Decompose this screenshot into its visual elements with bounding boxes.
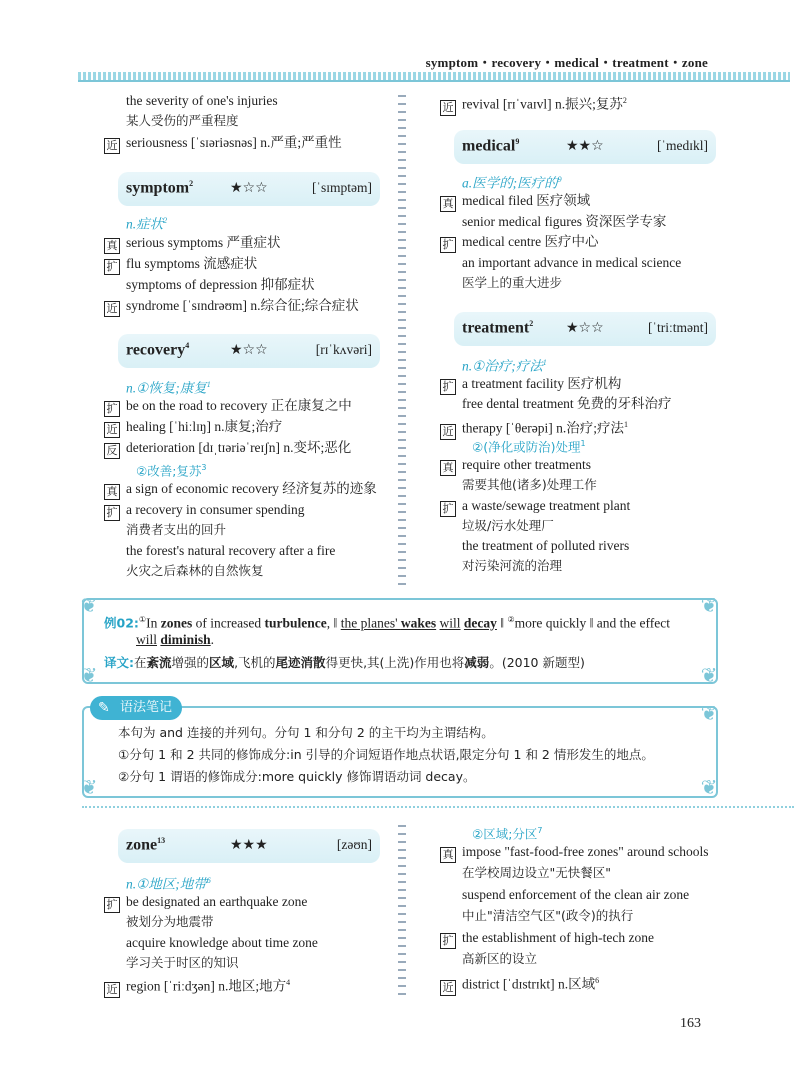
note-line: ②分句 1 谓语的修饰成分:more quickly 修饰谓语动词 decay。 <box>118 769 476 784</box>
entry-line: 近 district [ˈdɪstrɪkt] n.区域$^6$ <box>440 972 599 996</box>
tag-near-icon: 近 <box>440 100 456 116</box>
column-divider-top <box>398 92 406 590</box>
left-intro-line-1: the severity of one's injuries <box>126 93 278 108</box>
entry-line: symptoms of depression 抑郁症状 <box>126 277 315 292</box>
tag-true-icon: 真 <box>440 196 456 212</box>
word-box-zone <box>118 829 380 863</box>
sense-label: ②(净化或防治)处理$^1$ <box>472 439 586 455</box>
star-rating: ★★☆ <box>566 138 604 154</box>
entry-line: 真 impose "fast-food-free zones" around schools <box>440 843 708 863</box>
tag-expand-icon: 扩 <box>104 897 120 913</box>
tag-expand-icon: 扩 <box>440 501 456 517</box>
entry-line: 真 serious symptoms 严重症状 <box>104 234 281 254</box>
entry-line: 被划分为地震带 <box>126 914 214 929</box>
entry-line: suspend enforcement of the clean air zone <box>462 887 690 902</box>
entry-line: 扩 be designated an earthquake zone <box>104 893 307 913</box>
tag-near-icon: 近 <box>104 138 120 154</box>
tag-near-icon: 近 <box>104 301 120 317</box>
tag-true-icon: 真 <box>104 484 120 500</box>
entry-line: an important advance in medical science <box>462 255 682 270</box>
headword: symptom$^2$ <box>126 179 194 197</box>
example-sentence-cont: will diminish. <box>136 632 215 647</box>
sense-label: a.医学的;医疗的$^9$ <box>462 175 562 191</box>
entry-line: 高新区的设立 <box>462 951 538 966</box>
headword: recovery$^4$ <box>126 341 190 359</box>
tag-near-icon: 近 <box>104 982 120 998</box>
tag-near-icon: 近 <box>440 424 456 440</box>
entry-line: 近 therapy [ˈθerəpi] n.治疗;疗法$^1$ <box>440 416 628 440</box>
corner-ornament-icon: ❦ <box>80 663 98 687</box>
star-rating: ★★★ <box>230 837 268 853</box>
corner-ornament-icon: ❦ <box>700 663 718 687</box>
note-line: ①分句 1 和 2 共同的修饰成分:in 引导的介词短语作地点状语,限定分句 1 和 2 情形发生的地点。 <box>118 747 654 762</box>
phonetic: [rɪˈkʌvəri] <box>315 342 372 357</box>
tag-near-icon: 近 <box>104 422 120 438</box>
entry-line: 近 healing [ˈhiːlɪŋ] n.康复;治疗 <box>104 418 282 438</box>
entry-line: 火灾之后森林的自然恢复 <box>126 563 264 578</box>
tag-expand-icon: 扩 <box>104 259 120 275</box>
word-box-treatment <box>454 312 716 346</box>
entry-line: 扩 be on the road to recovery 正在康复之中 <box>104 397 352 417</box>
entry-line: the treatment of polluted rivers <box>462 538 630 553</box>
sense-label: n.①恢复;康复$^1$ <box>126 380 211 396</box>
star-rating: ★☆☆ <box>230 342 268 358</box>
entry-line: 反 deterioration [dɪˌtɪəriəˈreɪʃn] n.变坏;恶化 <box>104 439 351 459</box>
running-header: symptom・recovery・medical・treatment・zone <box>425 55 708 70</box>
entry-line: 扩 the establishment of high-tech zone <box>440 929 654 949</box>
tag-true-icon: 真 <box>440 460 456 476</box>
entry-line: 近 revival [rɪˈvaɪvl] n.振兴;复苏$^2$ <box>440 92 627 116</box>
entry-line: 扩 a waste/sewage treatment plant <box>440 497 630 517</box>
tag-true-icon: 真 <box>440 847 456 863</box>
entry-line: 扩 medical centre 医疗中心 <box>440 233 598 253</box>
entry-line: the forest's natural recovery after a fire <box>126 543 336 558</box>
phonetic: [ˈsɪmptəm] <box>312 180 372 195</box>
entry-line: 近 region [ˈriːdʒən] n.地区;地方$^4$ <box>104 974 290 998</box>
sense-label: n.①治疗;疗法$^1$ <box>462 358 547 374</box>
phonetic: [ˈmedɪkl] <box>657 138 708 153</box>
page-number: 163 <box>680 1016 701 1031</box>
entry-line: 扩 a recovery in consumer spending <box>104 501 304 521</box>
star-rating: ★☆☆ <box>566 320 604 336</box>
pen-icon: ✎ <box>98 700 110 716</box>
entry-line: 真 a sign of economic recovery 经济复苏的迹象 <box>104 480 377 500</box>
entry-line: free dental treatment 免费的牙科治疗 <box>462 396 672 411</box>
tag-near-icon: 近 <box>440 980 456 996</box>
entry-line: 医学上的重大进步 <box>462 275 563 290</box>
word-box-recovery <box>118 334 380 368</box>
column-divider-bottom <box>398 822 406 1000</box>
headword: medical$^9$ <box>462 137 520 155</box>
entry-line: 对污染河流的治理 <box>462 558 563 573</box>
headword: treatment$^2$ <box>462 319 534 337</box>
sense-label: ②改善;复苏$^3$ <box>136 463 207 479</box>
entry-line: senior medical figures 资深医学专家 <box>462 214 667 229</box>
tag-expand-icon: 扩 <box>104 401 120 417</box>
grammar-note-badge: ✎ 语法笔记 <box>90 696 182 720</box>
tag-true-icon: 真 <box>104 238 120 254</box>
header-rule <box>78 72 790 82</box>
entry-line: 扩 a treatment facility 医疗机构 <box>440 375 621 395</box>
corner-ornament-icon: ❦ <box>80 775 98 799</box>
note-line: 本句为 and 连接的并列句。分句 1 和分句 2 的主干均为主谓结构。 <box>118 725 494 740</box>
entry-line: acquire knowledge about time zone <box>126 935 318 950</box>
entry-line: 在学校周边设立"无快餐区" <box>462 865 611 880</box>
entry-line: 学习关于时区的知识 <box>126 955 239 970</box>
word-box-medical <box>454 130 716 164</box>
entry-line: 真 medical filed 医疗领域 <box>440 192 590 212</box>
corner-ornament-icon: ❦ <box>700 701 718 725</box>
entry-line: 扩 flu symptoms 流感症状 <box>104 255 257 275</box>
headword: zone$^{13}$ <box>126 836 166 854</box>
entry-line: 真 require other treatments <box>440 456 591 476</box>
entry-line: 需要其他(诸多)处理工作 <box>462 477 597 492</box>
tag-expand-icon: 扩 <box>440 379 456 395</box>
entry-line: 垃圾/污水处理厂 <box>462 518 554 533</box>
entry-line: 中止"清洁空气区"(政令)的执行 <box>462 908 634 923</box>
left-intro-line-2: 某人受伤的严重程度 <box>126 113 239 128</box>
word-box-symptom <box>118 172 380 206</box>
corner-ornament-icon: ❦ <box>700 593 718 617</box>
example-sentence: 例02:①In zones of increased turbulence, ‖ the planes' wakes will decay ‖ ②more quickly ‖ and the effect <box>104 615 670 631</box>
phonetic: [zəʊn] <box>336 837 372 852</box>
corner-ornament-icon: ❦ <box>80 593 98 617</box>
corner-ornament-icon: ❦ <box>700 775 718 799</box>
section-separator <box>82 806 794 808</box>
left-intro-line-3: 近 seriousness [ˈsɪəriəsnəs] n.严重;严重性 <box>104 134 342 154</box>
tag-expand-icon: 扩 <box>104 505 120 521</box>
sense-label: n.症状$^2$ <box>126 216 168 232</box>
phonetic: [ˈtriːtmənt] <box>648 320 708 335</box>
sense-label: n.①地区;地带$^6$ <box>126 876 211 892</box>
tag-expand-icon: 扩 <box>440 933 456 949</box>
example-translation: 译文:在紊流增强的区域,飞机的尾迹消散得更快,其(上洗)作用也将减弱。(2010 新题型) <box>104 655 585 670</box>
sense-label: ②区域;分区$^7$ <box>472 826 543 842</box>
entry-line: 消费者支出的回升 <box>126 522 227 537</box>
star-rating: ★☆☆ <box>230 180 268 196</box>
tag-opposite-icon: 反 <box>104 443 120 459</box>
entry-line: 近 syndrome [ˈsɪndrəʊm] n.综合征;综合症状 <box>104 297 359 317</box>
tag-expand-icon: 扩 <box>440 237 456 253</box>
